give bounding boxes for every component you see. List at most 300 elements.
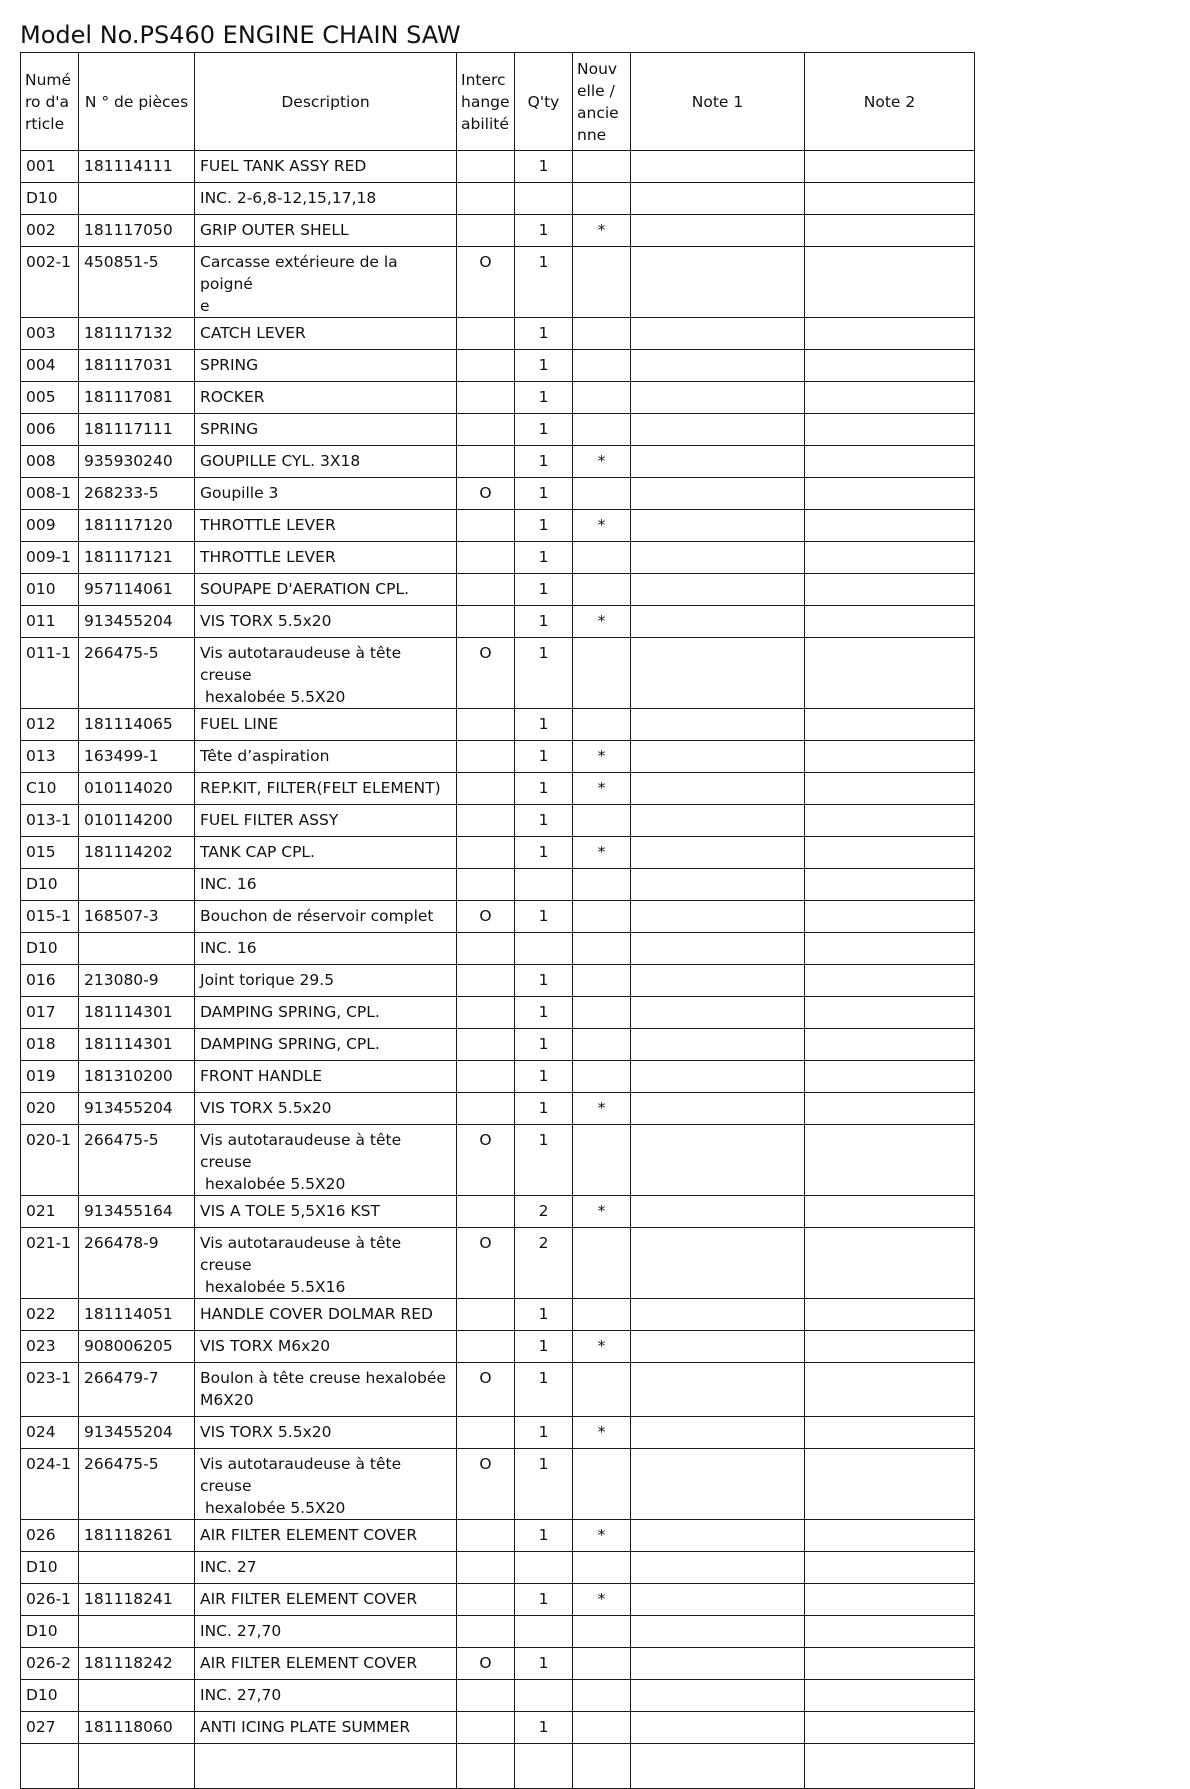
cell-note-1 [631,997,805,1029]
cell-description: AIR FILTER ELEMENT COVER [195,1520,457,1552]
col-header-quantity: Q'ty [515,53,573,151]
cell-description: FUEL TANK ASSY RED [195,151,457,183]
cell-new-old [573,1363,631,1417]
cell-note-2 [805,1520,975,1552]
cell-description: Carcasse extérieure de la poigné e [195,247,457,318]
cell-interchangeability [457,446,515,478]
cell-new-old: * [573,606,631,638]
cell-note-2 [805,350,975,382]
cell-note-1 [631,837,805,869]
cell-interchangeability: O [457,1363,515,1417]
cell-new-old: * [573,1331,631,1363]
cell-new-old [573,965,631,997]
col-header-note-1: Note 1 [631,53,805,151]
cell-item-number: 024-1 [21,1449,79,1520]
cell-note-1 [631,350,805,382]
cell-interchangeability [457,1196,515,1228]
cell-part-number: 181118241 [79,1584,195,1616]
cell-quantity [515,1616,573,1648]
table-row [21,773,975,805]
cell-note-2 [805,1093,975,1125]
cell-description: Goupille 3 [195,478,457,510]
table-row [21,965,975,997]
cell-quantity: 1 [515,446,573,478]
cell-part-number: 168507-3 [79,901,195,933]
cell-note-2 [805,805,975,837]
cell-part-number: 181118060 [79,1712,195,1744]
table-row [21,606,975,638]
cell-note-1 [631,741,805,773]
cell-note-1 [631,933,805,965]
cell-note-2 [805,741,975,773]
cell-part-number: 913455164 [79,1196,195,1228]
table-row [21,1520,975,1552]
cell-interchangeability [457,933,515,965]
cell-description: VIS TORX 5.5x20 [195,1417,457,1449]
cell-note-1 [631,446,805,478]
cell-note-2 [805,638,975,709]
cell-interchangeability [457,741,515,773]
cell-new-old: * [573,1093,631,1125]
table-row [21,542,975,574]
cell-note-1 [631,574,805,606]
cell-note-1 [631,1029,805,1061]
cell-item-number: 016 [21,965,79,997]
cell-quantity: 1 [515,414,573,446]
cell-new-old [573,805,631,837]
table-row [21,1712,975,1744]
cell-quantity: 1 [515,1125,573,1196]
cell-quantity: 1 [515,997,573,1029]
table-row [21,997,975,1029]
cell-empty [631,1744,805,1789]
cell-quantity [515,1680,573,1712]
table-row [21,1299,975,1331]
cell-item-number: 005 [21,382,79,414]
cell-part-number: 010114200 [79,805,195,837]
cell-description: Boulon à tête creuse hexalobée M6X20 [195,1363,457,1417]
cell-interchangeability: O [457,1449,515,1520]
cell-interchangeability: O [457,1648,515,1680]
cell-part-number: 450851-5 [79,247,195,318]
cell-new-old: * [573,1520,631,1552]
cell-note-2 [805,510,975,542]
table-row [21,869,975,901]
table-row [21,1029,975,1061]
table-row [21,1061,975,1093]
cell-description: DAMPING SPRING, CPL. [195,997,457,1029]
cell-item-number: 009-1 [21,542,79,574]
cell-interchangeability [457,773,515,805]
cell-interchangeability [457,1680,515,1712]
col-header-description: Description [195,53,457,151]
cell-description: AIR FILTER ELEMENT COVER [195,1584,457,1616]
cell-note-1 [631,965,805,997]
table-row-partial [21,1744,975,1789]
cell-interchangeability [457,414,515,446]
cell-new-old [573,247,631,318]
cell-part-number: 181117120 [79,510,195,542]
cell-new-old: * [573,1584,631,1616]
cell-description: VIS TORX M6x20 [195,1331,457,1363]
cell-note-1 [631,869,805,901]
cell-note-1 [631,606,805,638]
cell-description: ANTI ICING PLATE SUMMER [195,1712,457,1744]
cell-interchangeability: O [457,638,515,709]
cell-note-2 [805,1680,975,1712]
cell-part-number: 181118242 [79,1648,195,1680]
cell-note-1 [631,1196,805,1228]
cell-part-number: 181310200 [79,1061,195,1093]
col-header-part-number: N ° de pièces [79,53,195,151]
table-row [21,350,975,382]
cell-item-number: C10 [21,773,79,805]
cell-description: Bouchon de réservoir complet [195,901,457,933]
cell-quantity: 1 [515,1363,573,1417]
cell-new-old [573,1712,631,1744]
cell-quantity: 1 [515,606,573,638]
table-row [21,574,975,606]
cell-quantity: 1 [515,709,573,741]
cell-quantity: 1 [515,1584,573,1616]
table-row [21,382,975,414]
cell-item-number: D10 [21,1616,79,1648]
cell-description: INC. 27 [195,1552,457,1584]
cell-new-old [573,997,631,1029]
cell-quantity: 1 [515,638,573,709]
cell-note-1 [631,1648,805,1680]
cell-note-2 [805,1331,975,1363]
cell-quantity: 1 [515,1712,573,1744]
cell-item-number: 015 [21,837,79,869]
cell-part-number: 010114020 [79,773,195,805]
cell-note-2 [805,446,975,478]
cell-note-2 [805,478,975,510]
cell-description: INC. 16 [195,869,457,901]
cell-note-1 [631,901,805,933]
cell-description: REP.KIT, FILTER(FELT ELEMENT) [195,773,457,805]
cell-part-number [79,1616,195,1648]
cell-note-1 [631,1552,805,1584]
cell-quantity: 1 [515,478,573,510]
cell-quantity: 1 [515,901,573,933]
cell-part-number: 163499-1 [79,741,195,773]
cell-item-number: 023 [21,1331,79,1363]
cell-quantity: 1 [515,805,573,837]
cell-note-2 [805,318,975,350]
cell-quantity: 1 [515,1029,573,1061]
table-row [21,1648,975,1680]
cell-item-number: 013 [21,741,79,773]
cell-interchangeability [457,1093,515,1125]
cell-description: GOUPILLE CYL. 3X18 [195,446,457,478]
cell-description: CATCH LEVER [195,318,457,350]
cell-note-2 [805,1299,975,1331]
cell-quantity: 1 [515,350,573,382]
cell-part-number: 908006205 [79,1331,195,1363]
table-row [21,1228,975,1299]
cell-empty [195,1744,457,1789]
cell-quantity: 1 [515,1093,573,1125]
cell-note-1 [631,247,805,318]
cell-part-number: 181117111 [79,414,195,446]
cell-quantity: 1 [515,1520,573,1552]
col-header-interchangeability: Interchangeabilité [457,53,515,151]
cell-note-1 [631,1449,805,1520]
cell-note-1 [631,1093,805,1125]
cell-quantity: 1 [515,574,573,606]
cell-part-number: 181117031 [79,350,195,382]
cell-new-old [573,1616,631,1648]
cell-quantity [515,869,573,901]
cell-item-number: 020 [21,1093,79,1125]
cell-note-1 [631,805,805,837]
cell-quantity: 2 [515,1196,573,1228]
col-header-note-2: Note 2 [805,53,975,151]
cell-part-number: 181117050 [79,215,195,247]
cell-description: DAMPING SPRING, CPL. [195,1029,457,1061]
cell-new-old [573,542,631,574]
cell-interchangeability [457,151,515,183]
cell-empty [21,1744,79,1789]
table-row [21,805,975,837]
cell-quantity: 1 [515,1648,573,1680]
table-row [21,638,975,709]
table-row [21,837,975,869]
cell-interchangeability [457,183,515,215]
parts-table [20,52,975,1789]
cell-new-old [573,638,631,709]
cell-note-2 [805,183,975,215]
table-row [21,478,975,510]
cell-part-number: 181117132 [79,318,195,350]
cell-note-1 [631,1061,805,1093]
cell-new-old [573,382,631,414]
table-row [21,215,975,247]
table-row [21,1417,975,1449]
cell-note-2 [805,1228,975,1299]
cell-part-number: 957114061 [79,574,195,606]
cell-quantity [515,1552,573,1584]
cell-note-1 [631,1417,805,1449]
cell-description: HANDLE COVER DOLMAR RED [195,1299,457,1331]
cell-part-number: 181114301 [79,997,195,1029]
cell-item-number: 001 [21,151,79,183]
table-row [21,1093,975,1125]
cell-item-number: 019 [21,1061,79,1093]
cell-interchangeability [457,318,515,350]
cell-description: Vis autotaraudeuse à tête creuse hexalobée 5.5X20 [195,1125,457,1196]
cell-note-1 [631,1331,805,1363]
cell-item-number: 010 [21,574,79,606]
cell-description: Joint torique 29.5 [195,965,457,997]
cell-interchangeability [457,574,515,606]
cell-interchangeability [457,837,515,869]
parts-table-container [20,52,974,1736]
cell-description: ROCKER [195,382,457,414]
cell-quantity: 1 [515,542,573,574]
cell-interchangeability [457,805,515,837]
cell-description: VIS TORX 5.5x20 [195,1093,457,1125]
table-row [21,709,975,741]
cell-new-old [573,1449,631,1520]
cell-interchangeability [457,1616,515,1648]
cell-part-number [79,1680,195,1712]
cell-note-2 [805,215,975,247]
cell-note-2 [805,151,975,183]
cell-description: THROTTLE LEVER [195,542,457,574]
table-row [21,1196,975,1228]
cell-new-old: * [573,446,631,478]
cell-new-old [573,869,631,901]
cell-note-2 [805,837,975,869]
cell-quantity: 1 [515,151,573,183]
cell-interchangeability [457,510,515,542]
cell-note-1 [631,183,805,215]
cell-item-number: 013-1 [21,805,79,837]
cell-description: AIR FILTER ELEMENT COVER [195,1648,457,1680]
cell-note-1 [631,318,805,350]
cell-note-1 [631,1584,805,1616]
table-row [21,318,975,350]
cell-part-number [79,183,195,215]
table-row [21,933,975,965]
cell-part-number: 181114301 [79,1029,195,1061]
cell-item-number: 002-1 [21,247,79,318]
cell-description: INC. 16 [195,933,457,965]
cell-description: INC. 27,70 [195,1616,457,1648]
cell-empty [515,1744,573,1789]
cell-note-1 [631,1228,805,1299]
cell-empty [805,1744,975,1789]
cell-interchangeability: O [457,901,515,933]
cell-description: Vis autotaraudeuse à tête creuse hexalobée 5.5X20 [195,1449,457,1520]
cell-part-number: 181117081 [79,382,195,414]
table-row [21,414,975,446]
table-row [21,1449,975,1520]
table-row [21,1363,975,1417]
cell-item-number: 004 [21,350,79,382]
cell-note-1 [631,478,805,510]
table-row [21,741,975,773]
cell-part-number: 266479-7 [79,1363,195,1417]
cell-description: GRIP OUTER SHELL [195,215,457,247]
cell-item-number: 026-1 [21,1584,79,1616]
cell-note-2 [805,933,975,965]
cell-note-1 [631,1680,805,1712]
cell-empty [573,1744,631,1789]
cell-note-1 [631,773,805,805]
cell-item-number: 003 [21,318,79,350]
cell-item-number: 023-1 [21,1363,79,1417]
cell-quantity: 1 [515,510,573,542]
cell-note-2 [805,1061,975,1093]
cell-note-2 [805,414,975,446]
cell-new-old [573,151,631,183]
cell-interchangeability [457,1584,515,1616]
cell-note-2 [805,773,975,805]
table-row [21,901,975,933]
cell-new-old: * [573,510,631,542]
cell-note-2 [805,1712,975,1744]
cell-new-old [573,1552,631,1584]
cell-description: Tête d’aspiration [195,741,457,773]
cell-interchangeability [457,1712,515,1744]
cell-description: VIS A TOLE 5,5X16 KST [195,1196,457,1228]
cell-note-1 [631,1299,805,1331]
cell-new-old [573,1029,631,1061]
cell-note-2 [805,606,975,638]
cell-note-2 [805,869,975,901]
cell-note-2 [805,1196,975,1228]
table-row [21,1680,975,1712]
cell-empty [79,1744,195,1789]
cell-quantity [515,183,573,215]
cell-item-number: 020-1 [21,1125,79,1196]
cell-interchangeability [457,997,515,1029]
cell-part-number: 181117121 [79,542,195,574]
cell-note-1 [631,510,805,542]
cell-item-number: 021-1 [21,1228,79,1299]
cell-interchangeability [457,606,515,638]
cell-part-number: 213080-9 [79,965,195,997]
cell-new-old: * [573,1417,631,1449]
cell-item-number: 008-1 [21,478,79,510]
cell-item-number: 002 [21,215,79,247]
cell-note-2 [805,542,975,574]
cell-quantity: 1 [515,1331,573,1363]
cell-interchangeability [457,1331,515,1363]
cell-new-old [573,414,631,446]
cell-item-number: 024 [21,1417,79,1449]
cell-note-2 [805,1125,975,1196]
cell-new-old: * [573,1196,631,1228]
cell-note-1 [631,382,805,414]
cell-part-number: 913455204 [79,1417,195,1449]
cell-new-old [573,1680,631,1712]
cell-quantity: 1 [515,1417,573,1449]
table-row [21,1616,975,1648]
cell-note-1 [631,1520,805,1552]
parts-table-body [21,151,975,1789]
cell-new-old [573,709,631,741]
cell-part-number: 913455204 [79,1093,195,1125]
cell-part-number: 181114111 [79,151,195,183]
cell-item-number: 012 [21,709,79,741]
cell-new-old [573,183,631,215]
cell-item-number: D10 [21,869,79,901]
cell-interchangeability [457,1520,515,1552]
cell-interchangeability: O [457,1125,515,1196]
cell-new-old [573,1299,631,1331]
cell-quantity: 1 [515,318,573,350]
cell-item-number: 017 [21,997,79,1029]
header-row [21,53,975,151]
cell-interchangeability [457,382,515,414]
table-row [21,151,975,183]
cell-interchangeability [457,350,515,382]
cell-item-number: 026-2 [21,1648,79,1680]
cell-note-2 [805,965,975,997]
cell-item-number: 015-1 [21,901,79,933]
cell-note-1 [631,1712,805,1744]
cell-item-number: 006 [21,414,79,446]
cell-new-old: * [573,741,631,773]
cell-part-number: 266475-5 [79,1449,195,1520]
cell-note-1 [631,1616,805,1648]
cell-new-old [573,1228,631,1299]
table-row [21,1331,975,1363]
